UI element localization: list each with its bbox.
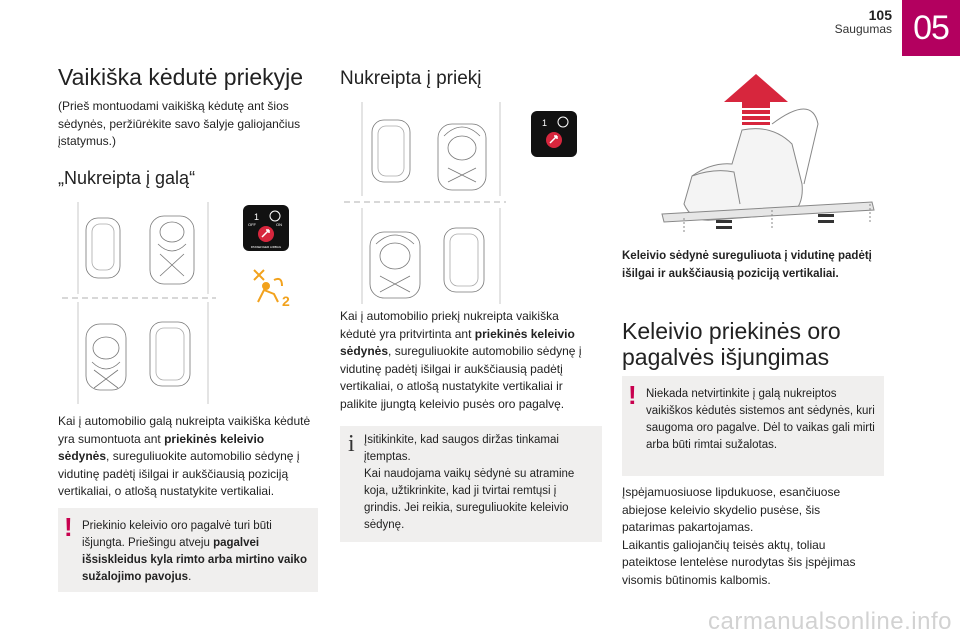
rear-facing-title: „Nukreipta į galą“	[58, 168, 196, 188]
seat-adjustment-illustration	[622, 64, 884, 240]
warning-exclamation-icon: !	[64, 512, 73, 542]
watermark: carmanualsonline.info	[708, 608, 952, 635]
airbag-panel-text: PASSENGER AIRBAG	[250, 245, 282, 249]
chapter-number: 05	[913, 8, 949, 47]
airbag-on-label: ON	[276, 222, 282, 227]
svg-text:1: 1	[254, 212, 260, 222]
airbag-warning-text: Priekinio keleivio oro pagalvė turi būti išjungta. Priešingu atveju pagalvei išsiskleidus kyla rimto arba mirtino vaiko sužalojimo pavojus.	[82, 520, 307, 583]
airbag-deactivation-title: Keleivio priekinės oro pagalvės išjungimas	[622, 318, 841, 371]
info-icon: i	[348, 431, 355, 457]
info-box	[340, 426, 602, 542]
rear-facing-text: Kai į automobilio galą nukreipta vaikiška kėdutė yra sumontuota ant priekinės keleivio sėdynės, sureguliuokite automobilio sėdynę į vidutinę padėtį išilgai ir aukščiausią poziciją vertikaliai, o atlošą nustatykite vertikaliai.	[58, 414, 311, 498]
airbag-warning-box	[58, 508, 318, 592]
info-text: Įsitikinkite, kad saugos diržas tinkamai įtemptas. Kai naudojama vaikų sėdynė su atramine koja, užtikrinkite, kad ji tvirtai remtųsi į grindis. Jei reikia, sureguliuokite keleivio sėdynę.	[364, 434, 575, 531]
svg-text:1: 1	[542, 118, 548, 128]
rear-facing-airbag-warning-box	[622, 376, 884, 476]
chapter-tab	[902, 0, 960, 56]
seat-caption: Keleivio sėdynė sureguliuota į vidutinę padėtį išilgai ir aukščiausią poziciją vertikaliai.	[622, 250, 872, 280]
warning-exclamation-icon: !	[628, 380, 637, 410]
airbag-disabled-orange-icon	[248, 266, 292, 308]
intro-text: (Prieš montuodami vaikišką kėdutę ant šios sėdynės, peržiūrėkite savo šalyje galiojančius įstatymus.)	[58, 99, 301, 148]
section-title-child-seat-front: Vaikiška kėdutė priekyje	[58, 64, 304, 90]
label-info-text: Įspėjamuosiuose lipdukuose, esančiuose abiejose keleivio skydelio pusėse, šis patarimas pakartojamas. Laikantis galiojančių teisės aktų, toliau pateiktose lentelėse nurodytas šis įspėjimas visomis būtinomis kalbomis.	[622, 485, 856, 587]
page-number: 105	[868, 7, 892, 23]
forward-facing-text: Kai į automobilio priekį nukreipta vaikiška kėdutė yra pritvirtinta ant priekinės keleivio sėdynės, sureguliuokite automobilio sėdynę į vidutinę padėtį išilgai ir aukščiausią padėtį vertikaliai, o atlošą nustatykite vertikaliai ir palikite įjungtą keleivio pusės oro pagalvę.	[340, 309, 582, 411]
svg-text:2: 2	[282, 293, 290, 308]
airbag-off-warning-icon	[242, 204, 290, 252]
section-name: Saugumas	[834, 22, 892, 36]
airbag-off-label: OFF	[248, 222, 256, 227]
rear-facing-airbag-warning-text: Niekada netvirtinkite į galą nukreiptos vaikiškos kėdutės sistemos ant sėdynės, kuri saugoma oro pagalve. Dėl to vaikas gali mirti arba būti rimtai sužalotas.	[646, 388, 875, 451]
forward-facing-title: Nukreipta į priekį	[340, 68, 482, 89]
airbag-on-warning-icon	[530, 110, 578, 158]
